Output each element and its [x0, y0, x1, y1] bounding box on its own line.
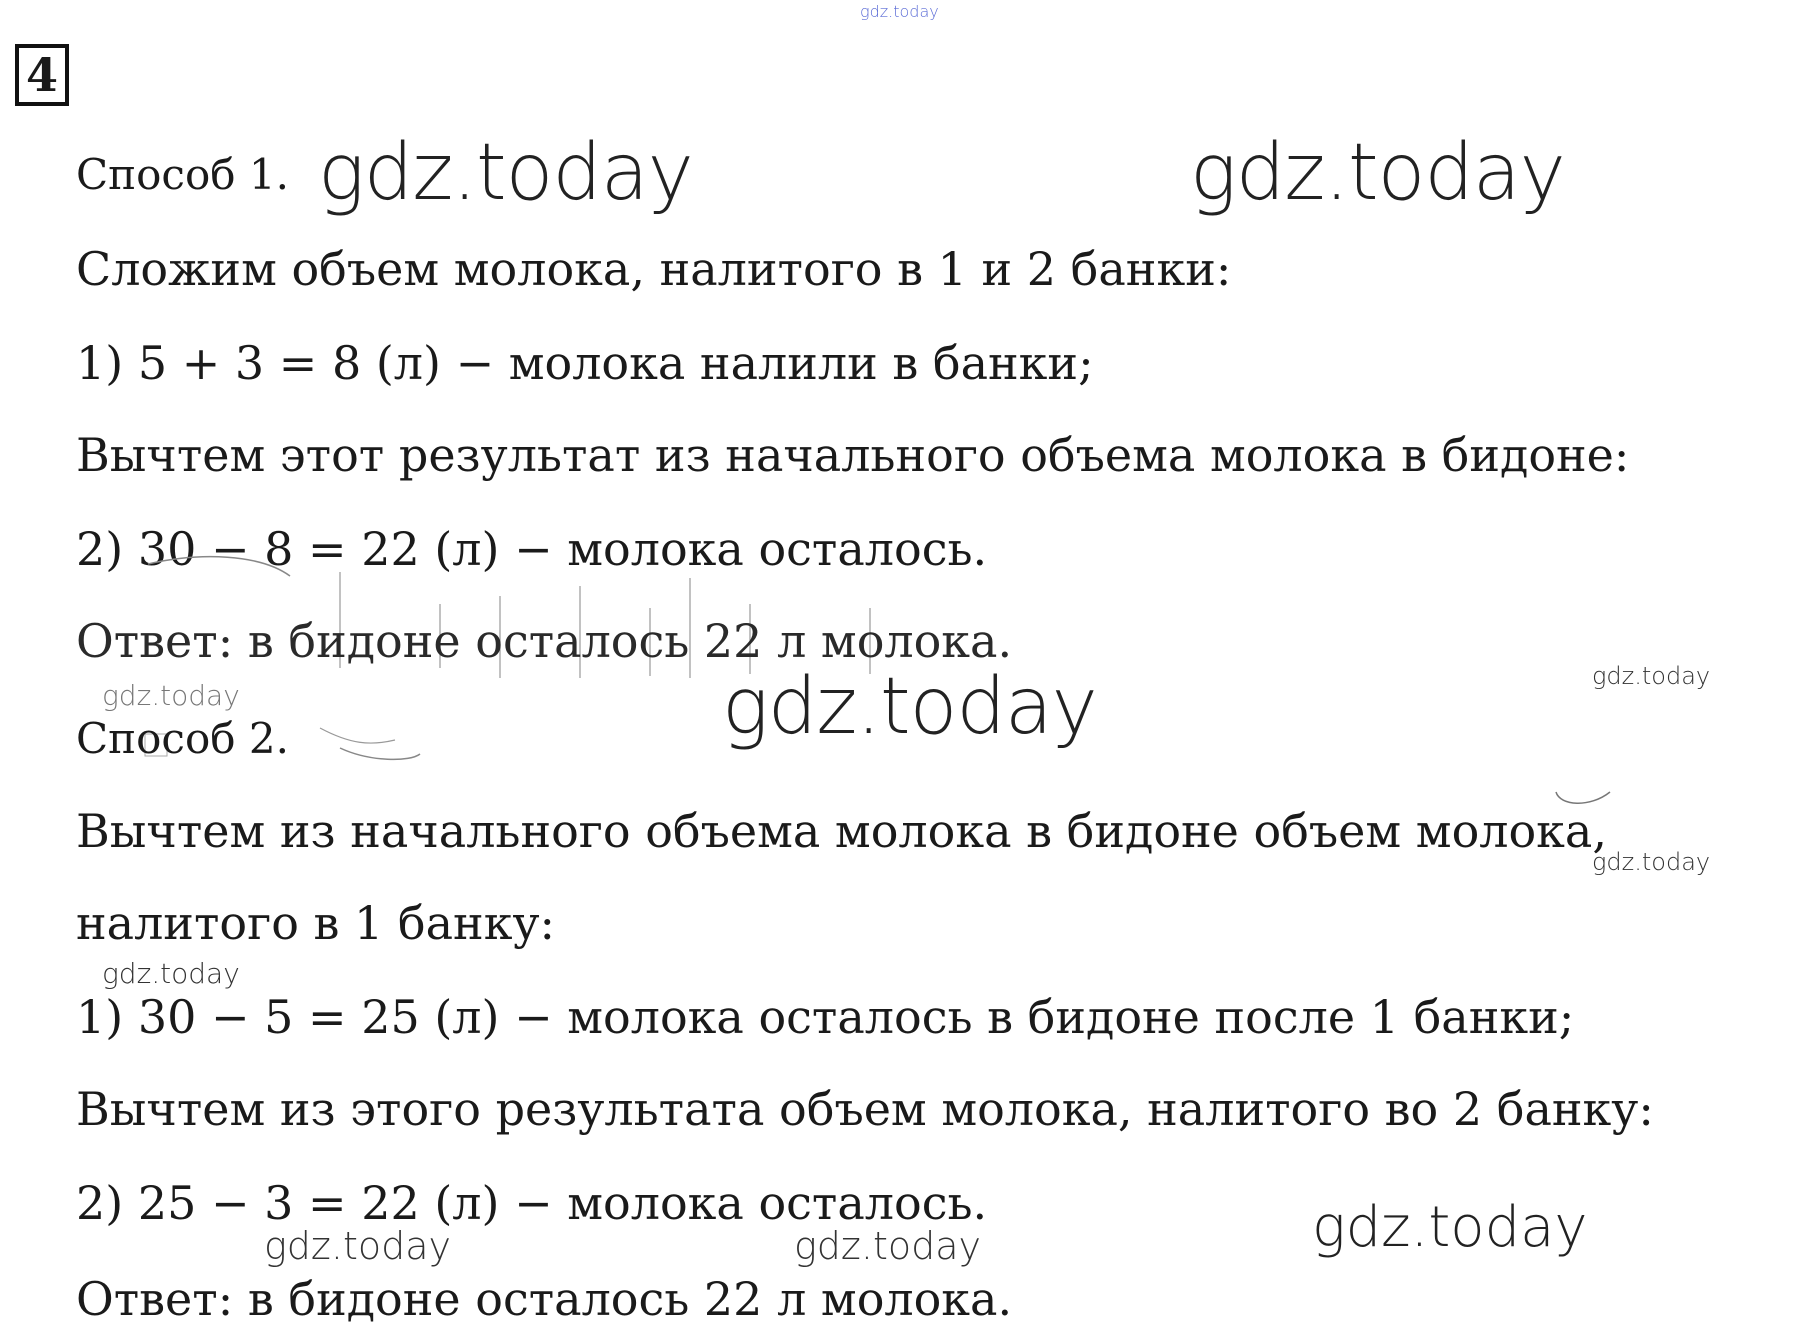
watermark-small-6: gdz.today [794, 1224, 981, 1268]
task-number-badge: 4 [15, 44, 69, 106]
method2-intro-line1: Вычтем из начального объема молока в бидоне объем молока, [76, 804, 1607, 858]
method1-intro: Сложим объем молока, налитого в 1 и 2 банки: [76, 242, 1232, 296]
watermark-large-1: gdz.today [318, 128, 693, 218]
method1-intro2: Вычтем этот результат из начального объема молока в бидоне: [76, 428, 1630, 482]
method1-title: Способ 1. [76, 150, 289, 199]
watermark-large-3: gdz.today [722, 662, 1097, 752]
watermark-small-5: gdz.today [264, 1224, 451, 1268]
watermark-small-3: gdz.today [1592, 848, 1711, 876]
method1-step1: 1) 5 + 3 = 8 (л) − молока налили в банки; [76, 336, 1094, 390]
method2-title: Способ 2. [76, 714, 289, 763]
method2-step2: 2) 25 − 3 = 22 (л) − молока осталось. [76, 1176, 988, 1230]
watermark-large-2: gdz.today [1190, 128, 1565, 218]
watermark-small-1: gdz.today [102, 679, 240, 712]
method1-step2: 2) 30 − 8 = 22 (л) − молока осталось. [76, 522, 988, 576]
watermark-small-2: gdz.today [1592, 662, 1711, 690]
method2-intro2: Вычтем из этого результата объем молока, налитого во 2 банку: [76, 1082, 1654, 1136]
watermark-small-4: gdz.today [102, 957, 240, 990]
method1-answer: Ответ: в бидоне осталось 22 л молока. [76, 614, 1013, 668]
watermark-top: gdz.today [860, 2, 939, 21]
method2-answer: Ответ: в бидоне осталось 22 л молока. [76, 1272, 1013, 1326]
watermark-mid-1: gdz.today [1312, 1195, 1588, 1260]
method2-intro-line2: налитого в 1 банку: [76, 896, 556, 950]
method2-step1: 1) 30 − 5 = 25 (л) − молока осталось в бидоне после 1 банки; [76, 990, 1575, 1044]
